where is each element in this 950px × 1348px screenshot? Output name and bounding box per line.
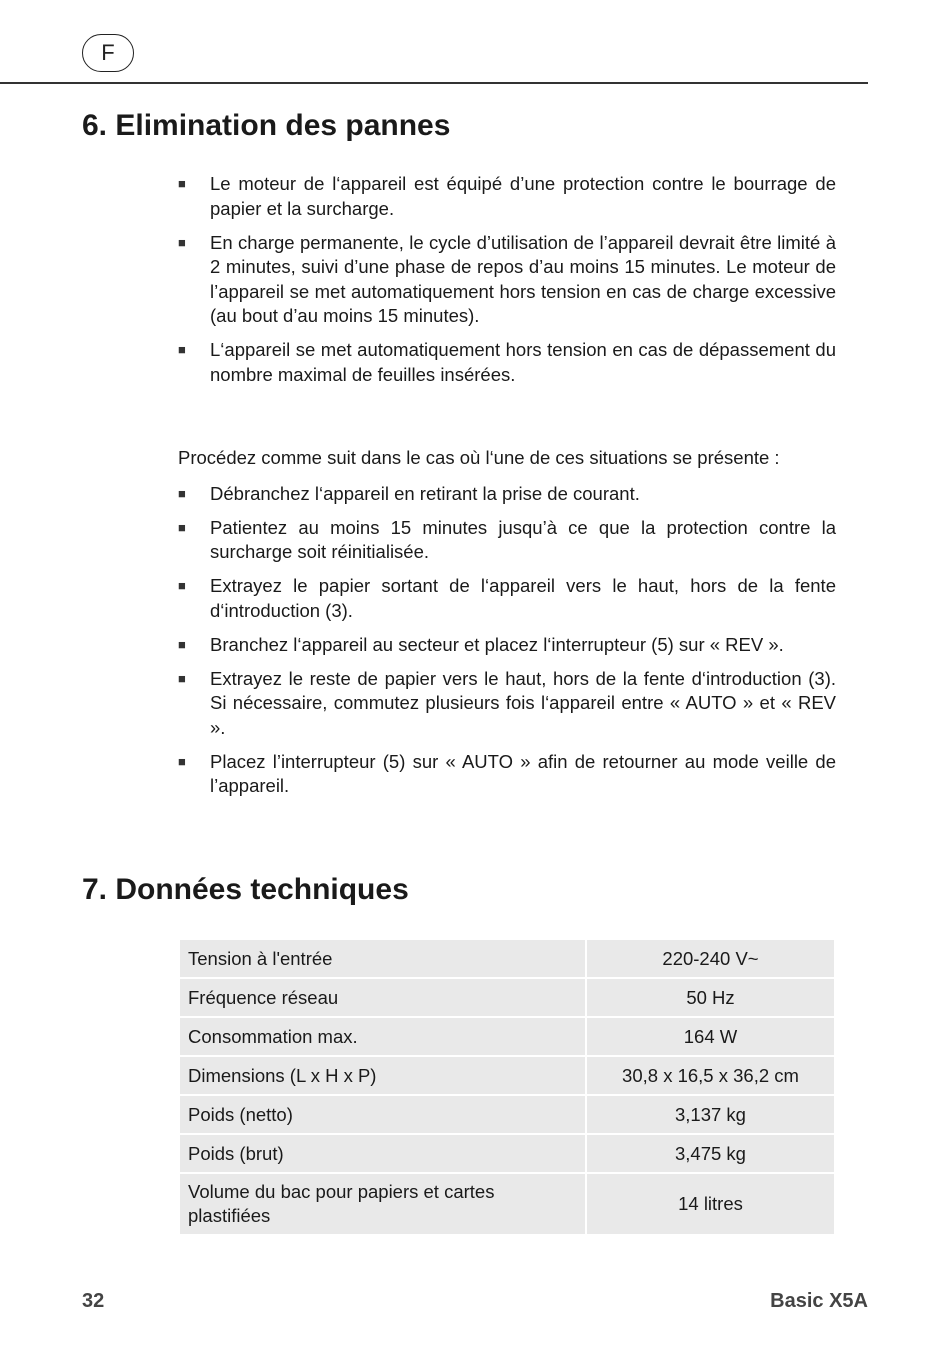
list-item: ■ Branchez l‘appareil au secteur et placez l‘interrupteur (5) sur « REV ». <box>178 633 836 658</box>
bullet-icon: ■ <box>178 753 186 769</box>
table-row <box>180 1174 834 1234</box>
section-6-title: 6. Elimination des pannes <box>82 109 451 142</box>
spec-label: Consommation max. <box>180 1018 585 1055</box>
list-item: ■ En charge permanente, le cycle d’utilisation de l’appareil devrait être limité à 2 minutes, suivi d’une phase de repos d’au moins 15 minutes. Le moteur de l’appareil se met automatiquement hors tension en cas de charge excessive (au bout d’au moins 15 minutes). <box>178 231 836 326</box>
list-item: ■ Débranchez l‘appareil en retirant la prise de courant. <box>178 482 836 507</box>
bullet-icon: ■ <box>178 342 186 357</box>
bullet-icon: ■ <box>178 485 186 501</box>
spec-value: 3,475 kg <box>587 1135 834 1172</box>
list-item: ■ Le moteur de l‘appareil est équipé d’une protection contre le bourrage de papier et la surcharge. <box>178 173 836 219</box>
spec-value: 220-240 V~ <box>587 940 834 977</box>
spec-label: Dimensions (L x H x P) <box>180 1057 585 1094</box>
table-row <box>180 1135 834 1172</box>
spec-label: Poids (netto) <box>180 1096 585 1133</box>
spec-value: 3,137 kg <box>587 1096 834 1133</box>
language-badge: F <box>82 34 134 72</box>
table-row <box>180 1057 834 1094</box>
bullet-icon: ■ <box>178 578 186 593</box>
list-item: ■ Extrayez le reste de papier vers le haut, hors de la fente d‘introduction (3). Si nécessaire, commutez plusieurs fois l‘appareil entre « AUTO » et « REV ». <box>178 667 836 738</box>
bullet-icon: ■ <box>178 234 186 250</box>
bullet-icon: ■ <box>178 670 186 686</box>
bullet-icon: ■ <box>178 176 186 191</box>
spec-value: 164 W <box>587 1018 834 1055</box>
procedure-steps <box>178 482 836 799</box>
spec-label: Volume du bac pour papiers et cartes plastifiées <box>180 1174 585 1234</box>
warning-list <box>178 172 836 387</box>
spec-label: Poids (brut) <box>180 1135 585 1172</box>
table-row <box>180 1096 834 1133</box>
list-item: ■ Placez l’interrupteur (5) sur « AUTO » afin de retourner au mode veille de l’appareil. <box>178 750 836 796</box>
specs-table <box>178 938 836 1236</box>
bullet-icon: ■ <box>178 519 186 535</box>
spec-label: Fréquence réseau <box>180 979 585 1016</box>
list-item: ■ L‘appareil se met automatiquement hors tension en cas de dépassement du nombre maximal de feuilles insérées. <box>178 339 836 385</box>
bullet-icon: ■ <box>178 636 186 652</box>
spec-value: 30,8 x 16,5 x 36,2 cm <box>587 1057 834 1094</box>
section-6-warnings <box>178 172 836 397</box>
model-name: Basic X5A <box>770 1290 868 1312</box>
section-6-procedure <box>178 446 836 808</box>
spec-label: Tension à l'entrée <box>180 940 585 977</box>
spec-value: 14 litres <box>587 1174 834 1234</box>
table-row <box>180 979 834 1016</box>
table-row <box>180 940 834 977</box>
header-rule <box>0 82 868 84</box>
spec-value: 50 Hz <box>587 979 834 1016</box>
list-item: ■ Extrayez le papier sortant de l‘appareil vers le haut, hors de la fente d‘introduction (3). <box>178 575 836 621</box>
section-7-title: 7. Données techniques <box>82 873 409 906</box>
procedure-intro: Procédez comme suit dans le cas où l‘une de ces situations se présente : <box>178 447 780 468</box>
table-row <box>180 1018 834 1055</box>
list-item: ■ Patientez au moins 15 minutes jusqu’à ce que la protection contre la surcharge soit réinitialisée. <box>178 516 836 562</box>
page-number: 32 <box>82 1290 105 1312</box>
